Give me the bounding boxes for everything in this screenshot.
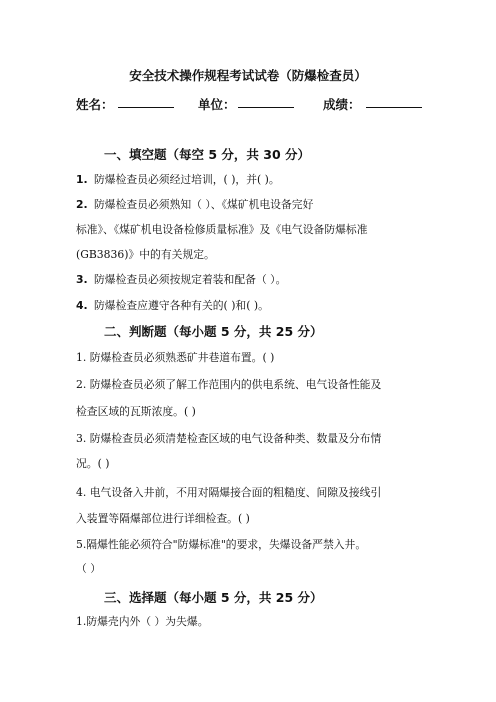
score-label: 成绩： xyxy=(323,97,361,112)
question-text: 防爆检查员必须熟知（ ）、《煤矿机电设备完好 xyxy=(94,198,314,211)
section3-heading: 三、选择题（每小题 5 分，共 25 分） xyxy=(104,590,323,605)
fill-question-2-cont: (GB3836)》中的有关规定。 xyxy=(76,248,215,261)
unit-blank xyxy=(238,107,294,108)
judge-question-4-cont: 入装置等隔爆部位进行详细检查。( ) xyxy=(76,512,250,525)
question-number: 4. xyxy=(76,299,88,312)
judge-question-1: 1. 防爆检查员必须熟悉矿井巷道布置。( ) xyxy=(76,351,275,364)
exam-title: 安全技术操作规程考试试卷（防爆检查员） xyxy=(129,68,367,83)
judge-question-3-cont: 况。( ) xyxy=(76,457,110,470)
judge-question-2: 2. 防爆检查员必须了解工作范围内的供电系统、电气设备性能及 xyxy=(76,378,382,391)
judge-question-4: 4. 电气设备入井前，不用对隔爆接合面的粗糙度、间隙及接线引 xyxy=(76,486,382,499)
score-blank xyxy=(366,107,422,108)
choice-question-1: 1.防爆壳内外（ ）为失爆。 xyxy=(76,615,209,628)
fill-question-3 xyxy=(76,272,286,287)
fill-question-2 xyxy=(76,197,313,212)
question-text: 防爆检查应遵守各种有关的( )和( )。 xyxy=(94,299,269,312)
unit-label: 单位： xyxy=(198,97,236,112)
judge-question-5: 5.隔爆性能必须符合"防爆标准"的要求，失爆设备严禁入井。 xyxy=(76,538,367,551)
question-text: 防爆检查员必须经过培训，( )，并( )。 xyxy=(94,173,280,186)
section2-heading: 二、判断题（每小题 5 分，共 25 分） xyxy=(104,324,323,339)
question-number: 3. xyxy=(76,273,88,286)
name-blank xyxy=(118,107,174,108)
section1-heading: 一、填空题（每空 5 分，共 30 分） xyxy=(104,147,311,162)
question-number: 2. xyxy=(76,198,88,211)
judge-question-3: 3. 防爆检查员必须清楚检查区域的电气设备种类、数量及分布情 xyxy=(76,432,382,445)
judge-question-5-cont: （ ） xyxy=(76,562,102,575)
examinee-info-line xyxy=(76,95,436,111)
fill-question-1 xyxy=(76,172,280,187)
name-label: 姓名： xyxy=(76,97,114,112)
question-text: 防爆检查员必须按规定着装和配备（ ）。 xyxy=(94,273,287,286)
fill-question-4 xyxy=(76,298,269,313)
judge-question-2-cont: 检查区域的瓦斯浓度。( ) xyxy=(76,405,196,418)
question-number: 1. xyxy=(76,173,88,186)
fill-question-2-cont: 标准》、《煤矿机电设备检修质量标准》及《电气设备防爆标准 xyxy=(76,223,368,236)
